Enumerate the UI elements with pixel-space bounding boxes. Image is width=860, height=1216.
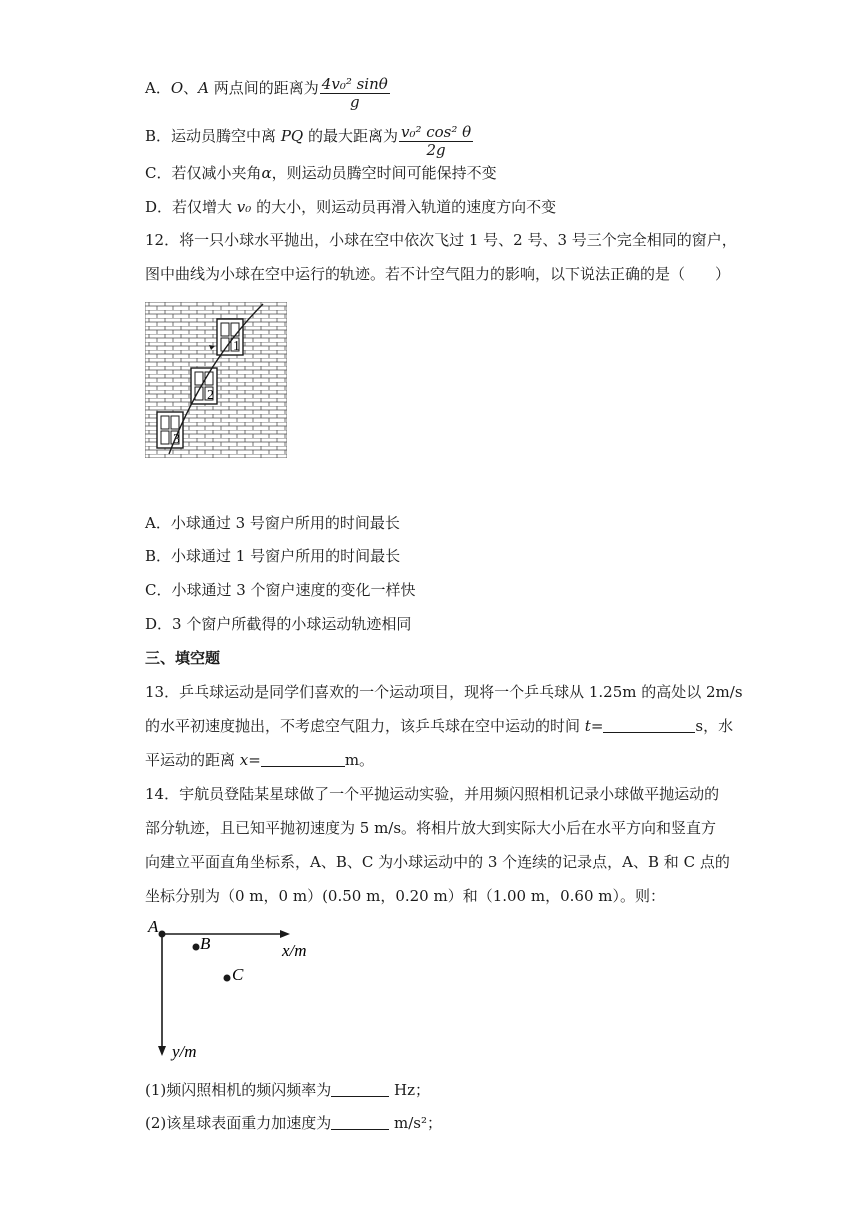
q11-option-d — [145, 197, 556, 217]
sub2-unit: m/s²； — [389, 1114, 443, 1132]
window-1-label: 1 — [233, 339, 240, 354]
fraction-a — [320, 76, 390, 111]
point-b — [193, 944, 200, 951]
fraction-b-numerator: v₀² cos² θ — [400, 123, 472, 141]
fraction-b — [399, 124, 473, 159]
option-letter: A． — [145, 79, 171, 97]
q13-text: 的水平初速度抛出，不考虑空气阻力，该乒乓球在空中运动的时间 — [145, 717, 585, 735]
q11-option-c — [145, 163, 497, 183]
x-axis-arrow — [280, 930, 290, 938]
q14-line3: 向建立平面直角坐标系，A、B、C 为小球运动中的 3 个连续的记录点，A、B 和 C 点的 — [145, 853, 730, 871]
y-axis-label: y/m — [172, 1042, 197, 1061]
q11-option-b — [145, 124, 474, 159]
sub1-text: (1)频闪照相机的频闪频率为 — [145, 1081, 332, 1099]
q14-line1: 14．宇航员登陆某星球做了一个平抛运动实验，并用频闪照相机记录小球做平抛运动的 — [145, 785, 720, 803]
q12-option-c: C．小球通过 3 个窗户速度的变化一样快 — [145, 581, 416, 599]
alpha-symbol: α — [261, 164, 272, 182]
answer-blank-t[interactable] — [603, 716, 695, 733]
v0-symbol: v₀ — [236, 198, 252, 216]
q14-line2: 部分轨迹，且已知平抛初速度为 5 m/s。将相片放大到实际大小后在水平方向和竖直方 — [145, 819, 717, 837]
window-2-label: 2 — [207, 388, 214, 403]
option-a-text: 两点间的距离为 — [209, 79, 319, 97]
answer-blank-x[interactable] — [261, 750, 345, 767]
option-d-text: D．若仅增大 — [145, 198, 237, 216]
q12-option-d: D．3 个窗户所截得的小球运动轨迹相同 — [145, 615, 412, 633]
q13-text-2: s，水 — [695, 717, 734, 735]
point-b-label: B — [200, 934, 211, 953]
option-b-text: 运动员腾空中离 — [171, 127, 281, 145]
sub1-unit: Hz； — [389, 1081, 431, 1099]
x-axis-label: x/m — [282, 941, 307, 960]
option-b-text-2: 的最大距离为 — [303, 127, 398, 145]
q14-line4: 坐标分别为（0 m，0 m）(0.50 m，0.20 m）和（1.00 m，0.60 m）。则： — [145, 887, 665, 905]
option-d-rest: 的大小，则运动员再滑入轨道的速度方向不变 — [251, 198, 557, 216]
option-c-rest: ，则运动员腾空时间可能保持不变 — [271, 164, 497, 182]
q13-line1: 13．乒乓球运动是同学们喜欢的一个运动项目，现将一个乒乓球从 1.25m 的高处以 2m/s — [145, 683, 743, 701]
q13-line2 — [145, 716, 733, 736]
q12-stem-line1: 12．将一只小球水平抛出，小球在空中依次飞过 1 号、2 号、3 号三个完全相同的窗户， — [145, 231, 737, 249]
var-x: x — [239, 751, 249, 769]
q12-option-a: A．小球通过 3 号窗户所用的时间最长 — [145, 514, 400, 532]
coordinate-figure — [140, 914, 330, 1064]
point-a — [159, 931, 166, 938]
q13-text-4: m。 — [344, 751, 375, 769]
point-a-label: A — [148, 917, 159, 936]
answer-blank-gravity[interactable] — [331, 1113, 389, 1130]
sep: 、 — [183, 79, 199, 97]
option-letter: B． — [145, 127, 172, 145]
equals: = — [248, 751, 261, 769]
q14-sub1 — [145, 1080, 430, 1100]
y-axis-arrow — [158, 1046, 166, 1056]
point-c-label: C — [232, 965, 244, 984]
fraction-a-numerator: 4v₀² sinθ — [321, 75, 388, 93]
q11-option-a — [145, 76, 391, 111]
q13-line3 — [145, 750, 374, 770]
point-o: O — [170, 79, 184, 97]
answer-blank-frequency[interactable] — [331, 1080, 389, 1097]
equals: = — [590, 717, 604, 735]
var-t: t — [584, 717, 591, 735]
sub2-text: (2)该星球表面重力加速度为 — [145, 1114, 332, 1132]
section-heading: 三、填空题 — [145, 649, 221, 667]
line-pq: PQ — [280, 127, 304, 145]
brick-wall-figure — [145, 302, 287, 458]
point-c — [224, 975, 231, 982]
fraction-a-denominator: g — [349, 93, 360, 111]
fraction-b-denominator: 2g — [426, 141, 446, 159]
q13-text-3: 平运动的距离 — [145, 751, 240, 769]
q14-sub2 — [145, 1113, 442, 1133]
window-1 — [217, 319, 243, 355]
window-3-label: 3 — [173, 432, 180, 447]
point-a: A — [198, 79, 210, 97]
q12-stem-line2: 图中曲线为小球在空中运行的轨迹。若不计空气阻力的影响，以下说法正确的是（ ） — [145, 265, 731, 283]
q12-option-b: B．小球通过 1 号窗户所用的时间最长 — [145, 547, 401, 565]
option-c-text: C．若仅减小夹角 — [145, 164, 262, 182]
